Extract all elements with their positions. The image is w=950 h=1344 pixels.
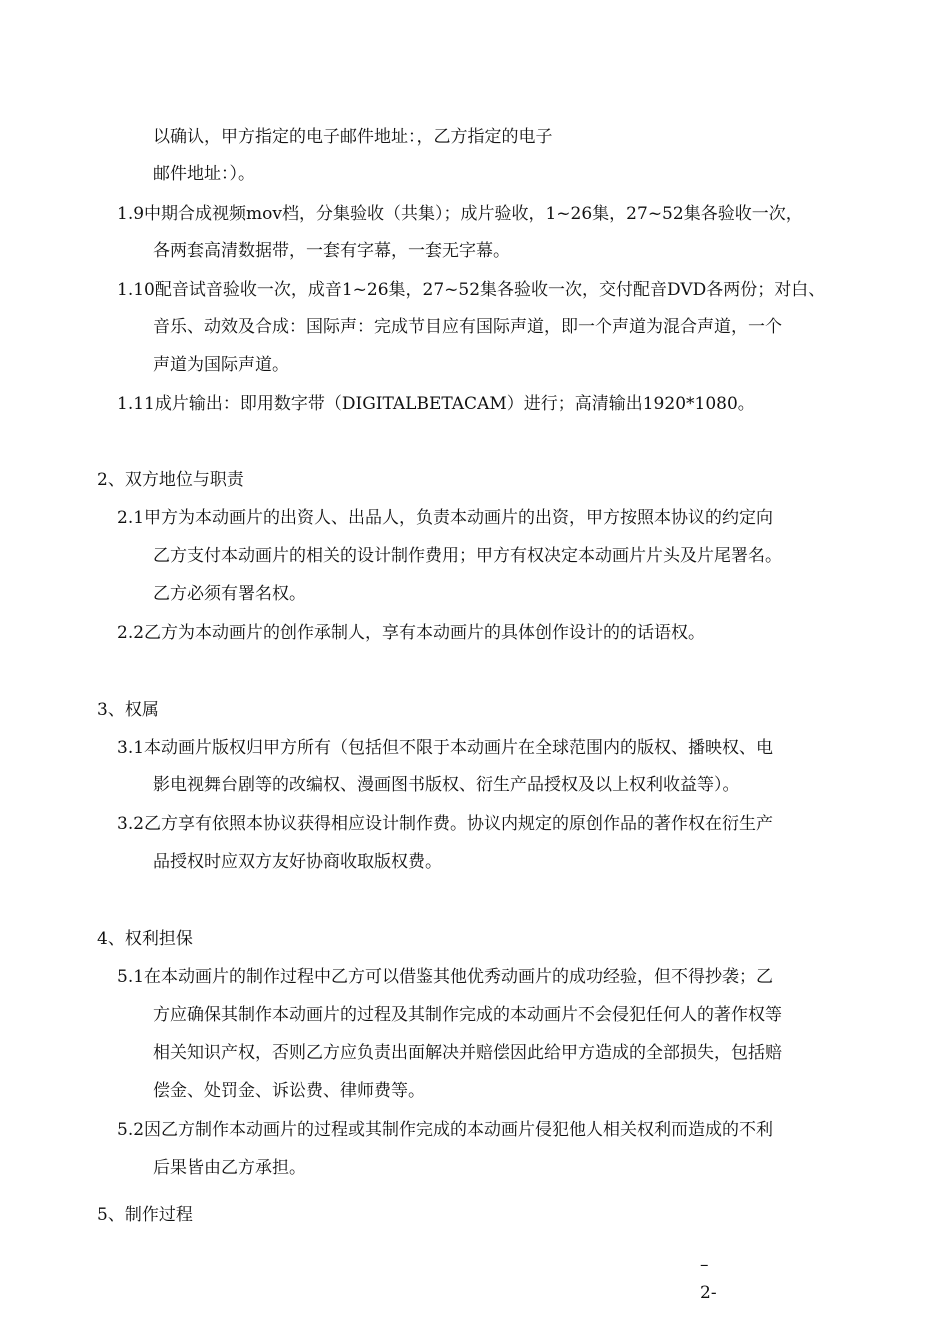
clause-1-11: 1.11成片输出：即用数字带（DIGITALBETACAM）进行；高清输出1920*1080。 bbox=[117, 394, 755, 414]
paragraph-line: 乙方支付本动画片的相关的设计制作费用；甲方有权决定本动画片片头及片尾署名。 bbox=[153, 546, 782, 566]
paragraph-line: 偿金、处罚金、诉讼费、律师费等。 bbox=[153, 1081, 425, 1101]
section-heading-3: 3、权属 bbox=[97, 700, 159, 720]
paragraph-line: 以确认，甲方指定的电子邮件地址：，乙方指定的电子 bbox=[153, 127, 553, 147]
clause-1-9: 1.9中期合成视频mov档，分集验收（共集）；成片验收，1~26集，27~52集各验收一次， bbox=[117, 204, 803, 224]
clause-2-1: 2.1甲方为本动画片的出资人、出品人，负责本动画片的出资，甲方按照本协议的约定向 bbox=[117, 508, 774, 528]
section-heading-2: 2、双方地位与职责 bbox=[97, 470, 244, 490]
paragraph-line: 邮件地址：）。 bbox=[153, 164, 255, 184]
page-number-dash: – bbox=[700, 1255, 709, 1275]
paragraph-line: 方应确保其制作本动画片的过程及其制作完成的本动画片不会侵犯任何人的著作权等 bbox=[153, 1005, 782, 1025]
paragraph-line: 乙方必须有署名权。 bbox=[153, 584, 306, 604]
clause-5-1: 5.1在本动画片的制作过程中乙方可以借鉴其他优秀动画片的成功经验，但不得抄袭；乙 bbox=[117, 967, 774, 987]
paragraph-line: 相关知识产权，否则乙方应负责出面解决并赔偿因此给甲方造成的全部损失，包括赔 bbox=[153, 1043, 782, 1063]
section-heading-4: 4、权利担保 bbox=[97, 929, 193, 949]
paragraph-line: 后果皆由乙方承担。 bbox=[153, 1158, 306, 1178]
clause-3-1: 3.1本动画片版权归甲方所有（包括但不限于本动画片在全球范围内的版权、播映权、电 bbox=[117, 738, 774, 758]
clause-1-10: 1.10配音试音验收一次，成音1~26集，27~52集各验收一次，交付配音DVD各两份；对白、 bbox=[117, 280, 826, 300]
paragraph-line: 声道为国际声道。 bbox=[153, 355, 289, 375]
paragraph-line: 各两套高清数据带，一套有字幕，一套无字幕。 bbox=[153, 241, 510, 261]
paragraph-line: 影电视舞台剧等的改编权、漫画图书版权、衍生产品授权及以上权利收益等）。 bbox=[153, 775, 740, 795]
paragraph-line: 品授权时应双方友好协商收取版权费。 bbox=[153, 852, 442, 872]
clause-5-2: 5.2因乙方制作本动画片的过程或其制作完成的本动画片侵犯他人相关权利而造成的不利 bbox=[117, 1120, 774, 1140]
clause-3-2: 3.2乙方享有依照本协议获得相应设计制作费。协议内规定的原创作品的著作权在衍生产 bbox=[117, 814, 774, 834]
page-number: 2- bbox=[700, 1283, 717, 1303]
section-heading-5: 5、制作过程 bbox=[97, 1205, 193, 1225]
paragraph-line: 音乐、动效及合成：国际声：完成节目应有国际声道，即一个声道为混合声道，一个 bbox=[153, 317, 782, 337]
clause-2-2: 2.2乙方为本动画片的创作承制人，享有本动画片的具体创作设计的的话语权。 bbox=[117, 623, 706, 643]
